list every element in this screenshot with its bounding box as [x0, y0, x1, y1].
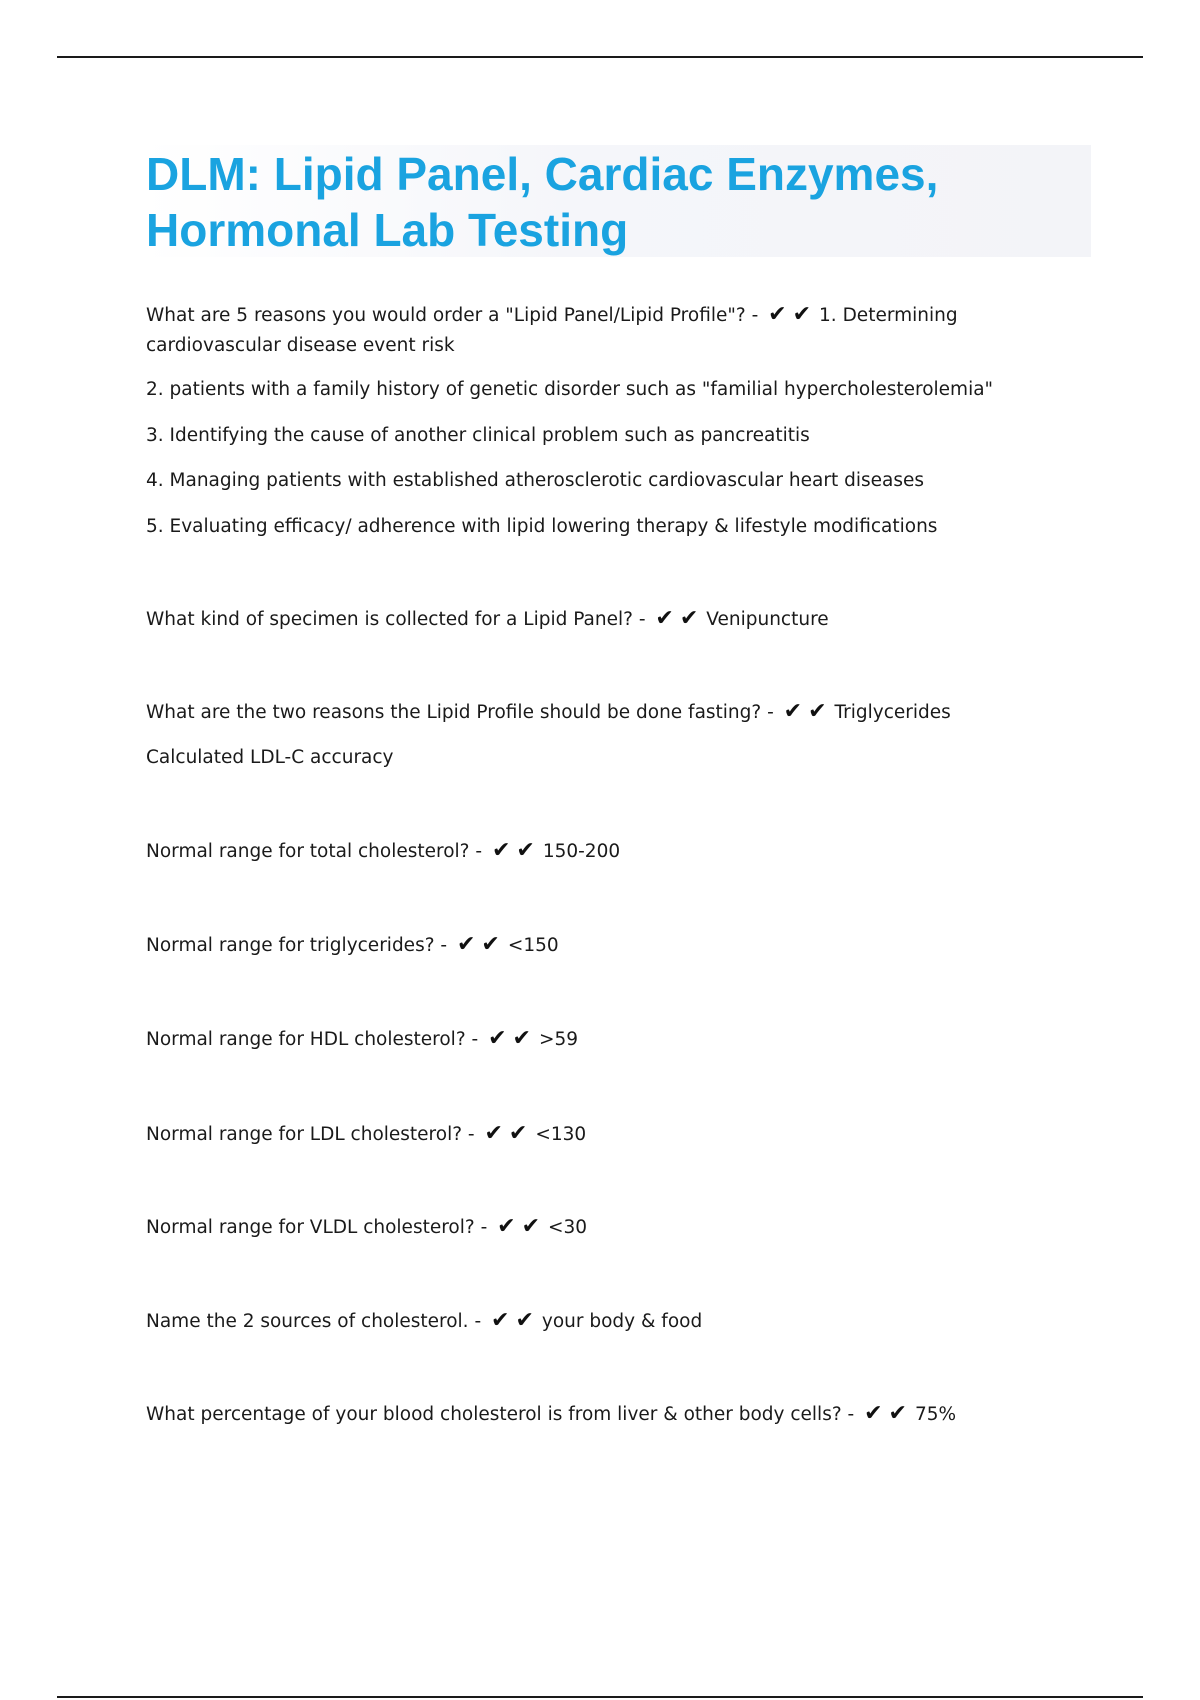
- answer-text: >59: [538, 1029, 579, 1050]
- question-text: What are the two reasons the Lipid Profile should be done fasting? -: [146, 702, 774, 723]
- list-item-reason-2: 2. patients with a family history of genetic disorder such as "familial hypercholesterolemia": [146, 379, 994, 400]
- question-text: What percentage of your blood cholesterol is from liver & other body cells? -: [146, 1404, 855, 1425]
- top-rule: [57, 56, 1143, 58]
- qa-item-ldl: [146, 1119, 1096, 1150]
- qa-item-vldl: [146, 1212, 1096, 1243]
- question-text: What are 5 reasons you would order a "Lipid Panel/Lipid Profile"? -: [146, 305, 759, 326]
- question-text: Normal range for VLDL cholesterol? -: [146, 1217, 488, 1238]
- list-item-reason-3: 3. Identifying the cause of another clinical problem such as pancreatitis: [146, 425, 810, 446]
- answer-text: <30: [548, 1217, 588, 1238]
- qa-item-specimen: [146, 604, 1096, 635]
- document-title-line-1: DLM: Lipid Panel, Cardiac Enzymes,: [146, 148, 939, 200]
- qa-item-triglycerides: [146, 930, 1096, 961]
- answer-text: 1. Determining cardiovascular disease event risk: [146, 305, 958, 356]
- answer-text: Triglycerides: [834, 702, 951, 723]
- qa-item-liver-percentage: [146, 1399, 1096, 1430]
- answer-text: <150: [507, 935, 559, 956]
- list-item-reason-4: 4. Managing patients with established atherosclerotic cardiovascular heart diseases: [146, 470, 924, 491]
- answer-text: 75%: [914, 1404, 957, 1425]
- answer-text: 150-200: [542, 841, 621, 862]
- question-text: Name the 2 sources of cholesterol. -: [146, 1311, 482, 1332]
- answer-text: <130: [535, 1124, 587, 1145]
- qa-item-fasting: [146, 697, 1096, 728]
- double-check-icon: ✔✔: [497, 1214, 547, 1239]
- qa-item-cholesterol-sources: [146, 1306, 1096, 1337]
- double-check-icon: ✔✔: [864, 1401, 913, 1426]
- document-title-line-2: Hormonal Lab Testing: [146, 204, 629, 256]
- question-text: Normal range for triglycerides? -: [146, 935, 448, 956]
- question-text: What kind of specimen is collected for a Lipid Panel? -: [146, 609, 646, 630]
- bottom-rule: [57, 1696, 1143, 1698]
- question-text: Normal range for HDL cholesterol? -: [146, 1029, 479, 1050]
- double-check-icon: ✔✔: [783, 699, 833, 724]
- answer-continuation: Calculated LDL-C accuracy: [146, 747, 394, 768]
- qa-item-hdl: [146, 1024, 1096, 1055]
- answer-text: Venipuncture: [706, 609, 829, 630]
- qa-item-lipid-panel-reasons: [146, 300, 1096, 361]
- double-check-icon: ✔✔: [488, 1026, 537, 1051]
- double-check-icon: ✔✔: [484, 1121, 534, 1146]
- double-check-icon: ✔✔: [456, 932, 506, 957]
- double-check-icon: ✔✔: [655, 606, 705, 631]
- qa-item-total-cholesterol: [146, 836, 1096, 867]
- document-title: [146, 146, 1086, 258]
- double-check-icon: ✔✔: [491, 838, 541, 863]
- double-check-icon: ✔✔: [491, 1308, 540, 1333]
- question-text: Normal range for total cholesterol? -: [146, 841, 483, 862]
- question-text: Normal range for LDL cholesterol? -: [146, 1124, 475, 1145]
- double-check-icon: ✔✔: [768, 302, 818, 327]
- list-item-reason-5: 5. Evaluating efficacy/ adherence with lipid lowering therapy & lifestyle modifications: [146, 516, 938, 537]
- answer-text: your body & food: [541, 1311, 703, 1332]
